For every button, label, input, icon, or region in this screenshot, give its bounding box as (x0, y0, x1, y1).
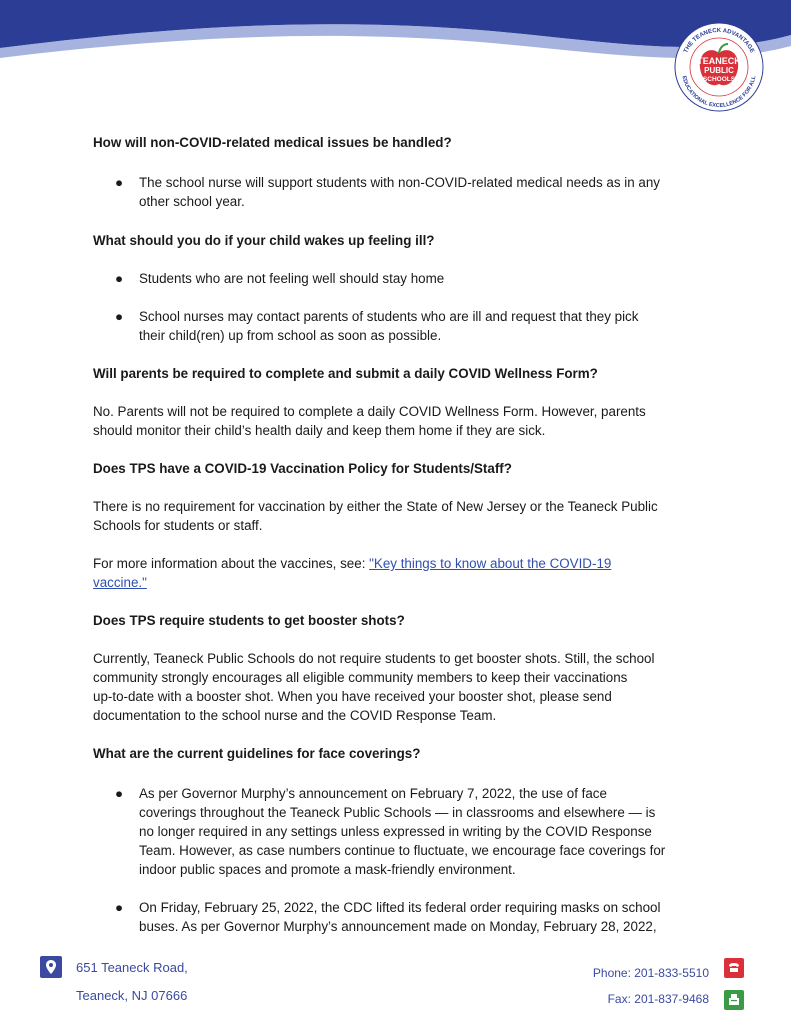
bullet-line: buses. As per Governor Murphy’s announcement made on Monday, February 28, 2022, (139, 919, 657, 934)
logo-line2: PUBLIC (704, 66, 734, 75)
bullet-line: other school year. (139, 194, 245, 209)
phone-icon (724, 958, 744, 978)
answer-line: community strongly encourages all eligible community members to keep their vaccinations (93, 670, 628, 685)
fax-icon (724, 990, 744, 1010)
answer-line: No. Parents will not be required to complete a daily COVID Wellness Form. However, parents (93, 404, 646, 419)
address-line2: Teaneck, NJ 07666 (76, 988, 188, 1003)
bullet-item (93, 784, 703, 879)
bullet-line: no longer required in any settings unless expressed in writing by the COVID Response (139, 824, 652, 839)
document-body (93, 133, 703, 936)
school-logo (674, 22, 764, 112)
question-medical-issues: How will non-COVID-related medical issues be handled? (93, 135, 452, 150)
bullet-icon: ● (115, 309, 124, 324)
bullet-icon: ● (115, 271, 124, 286)
bullet-icon: ● (115, 175, 124, 190)
logo-top-text: THE TEANECK ADVANTAGE (683, 27, 755, 55)
location-pin-icon (40, 956, 62, 978)
question-face-coverings: What are the current guidelines for face coverings? (93, 746, 421, 761)
vaccine-info-line (93, 554, 703, 573)
question-feeling-ill: What should you do if your child wakes up feeling ill? (93, 233, 435, 248)
logo-line1: TEANECK (697, 56, 741, 66)
phone-number: Phone: 201-833-5510 (592, 966, 709, 980)
bullet-line: On Friday, February 25, 2022, the CDC lifted its federal order requiring masks on school (139, 900, 661, 915)
bullet-line: Students who are not feeling well should stay home (139, 271, 445, 286)
bullet-item (93, 269, 703, 288)
answer-line: There is no requirement for vaccination by either the State of New Jersey or the Teaneck Public (93, 499, 658, 514)
bullet-line: indoor public spaces and promote a mask-friendly environment. (139, 862, 516, 877)
bullet-item (93, 173, 703, 211)
answer-line: Currently, Teaneck Public Schools do not require students to get booster shots. Still, the school (93, 651, 655, 666)
question-vaccination-policy: Does TPS have a COVID-19 Vaccination Policy for Students/Staff? (93, 461, 512, 476)
bullet-line: As per Governor Murphy’s announcement on February 7, 2022, the use of face (139, 786, 607, 801)
bullet-icon: ● (115, 900, 124, 915)
bullet-line: The school nurse will support students with non-COVID-related medical needs as in any (139, 175, 661, 190)
address-line1: 651 Teaneck Road, (76, 960, 188, 975)
bullet-line: their child(ren) up from school as soon as possible. (139, 328, 442, 343)
answer-line: should monitor their child’s health daily and keep them home if they are sick. (93, 423, 546, 438)
question-wellness-form: Will parents be required to complete and submit a daily COVID Wellness Form? (93, 366, 598, 381)
vaccine-info-prefix: For more information about the vaccines, see: (93, 556, 370, 571)
vaccine-info-link-continued[interactable]: vaccine." (93, 575, 147, 590)
bullet-line: Team. However, as case numbers continue to fluctuate, we encourage face coverings for (139, 843, 666, 858)
logo-bottom-text: EDUCATIONAL EXCELLENCE FOR ALL (680, 75, 758, 110)
bullet-line: School nurses may contact parents of students who are ill and request that they pick (139, 309, 639, 324)
bullet-item (93, 898, 703, 936)
answer-line: up-to-date with a booster shot. When you have received your booster shot, please send (93, 689, 612, 704)
fax-number: Fax: 201-837-9468 (607, 992, 709, 1006)
bullet-icon: ● (115, 786, 124, 801)
answer-line: Schools for students or staff. (93, 518, 263, 533)
vaccine-info-link[interactable]: "Key things to know about the COVID-19 (369, 556, 612, 571)
bullet-item (93, 307, 703, 345)
bullet-line: coverings throughout the Teaneck Public Schools — in classrooms and elsewhere — is (139, 805, 656, 820)
question-booster-shots: Does TPS require students to get booster shots? (93, 613, 405, 628)
logo-line3: SCHOOLS (702, 76, 736, 83)
answer-line: documentation to the school nurse and the COVID Response Team. (93, 708, 497, 723)
header-wave (0, 0, 791, 120)
